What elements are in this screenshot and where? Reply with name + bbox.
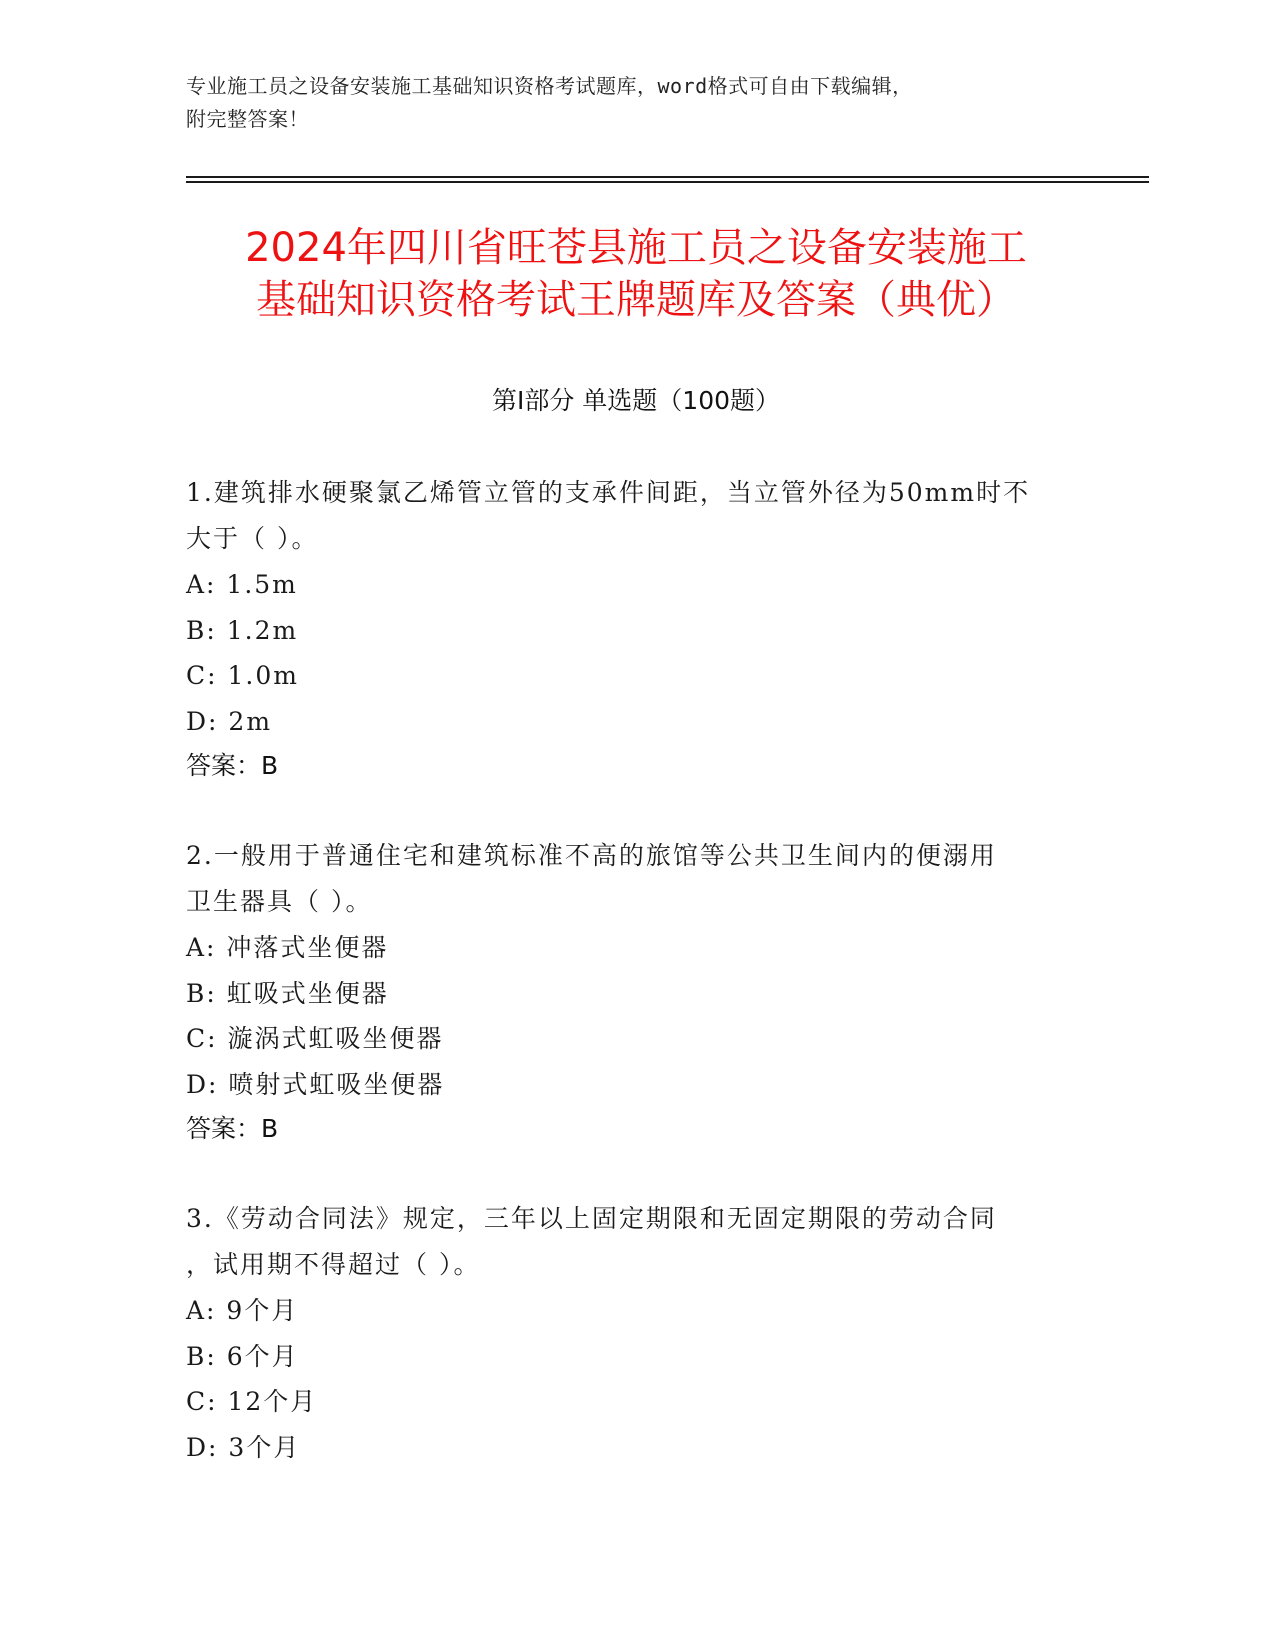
question-stem-line-2: ，试用期不得超过（ ）。 (186, 1250, 481, 1279)
option-b: B: 1.2m (186, 615, 299, 645)
header-note-line-2: 附完整答案！ (186, 107, 309, 131)
question-stem-line-1: 3.《劳动合同法》规定，三年以上固定期限和无固定期限的劳动合同 (186, 1204, 997, 1233)
option-c: C: 漩涡式虹吸坐便器 (186, 1024, 444, 1053)
document-title (186, 222, 1086, 326)
option-a: A: 1.5m (186, 570, 298, 599)
question-2 (186, 833, 1086, 1151)
option-b: B: 6个月 (186, 1341, 299, 1371)
header-divider-bottom (186, 181, 1149, 183)
option-d: D: 喷射式虹吸坐便器 (186, 1069, 445, 1099)
question-3 (186, 1196, 1086, 1470)
answer: 答案：B (186, 1114, 279, 1143)
question-stem-line-1: 2.一般用于普通住宅和建筑标准不高的旅馆等公共卫生间内的便溺用 (186, 841, 997, 870)
header-note-line-1: 专业施工员之设备安装施工基础知识资格考试题库，word格式可自由下载编辑， (186, 74, 913, 98)
option-c: C: 12个月 (186, 1387, 318, 1416)
option-d: D: 3个月 (186, 1432, 301, 1462)
option-a: A: 冲落式坐便器 (186, 933, 389, 962)
document-title-line-2: 基础知识资格考试王牌题库及答案（典优） (256, 277, 1016, 323)
header-divider-top (186, 176, 1149, 178)
option-d: D: 2m (186, 706, 273, 736)
option-c: C: 1.0m (186, 661, 299, 690)
option-a: A: 9个月 (186, 1296, 299, 1325)
question-stem-line-2: 卫生器具（ ）。 (186, 887, 373, 916)
question-1 (186, 470, 1086, 788)
document-header-note (186, 70, 1086, 136)
question-stem-line-1: 1.建筑排水硬聚氯乙烯管立管的支承件间距，当立管外径为50mm时不 (186, 478, 1031, 507)
question-stem-line-2: 大于（ ）。 (186, 524, 319, 553)
document-title-line-1: 2024年四川省旺苍县施工员之设备安装施工 (245, 225, 1027, 271)
section-heading: 第Ⅰ部分 单选题（100题） (491, 386, 781, 415)
option-b: B: 虹吸式坐便器 (186, 978, 389, 1008)
answer: 答案：B (186, 751, 279, 780)
